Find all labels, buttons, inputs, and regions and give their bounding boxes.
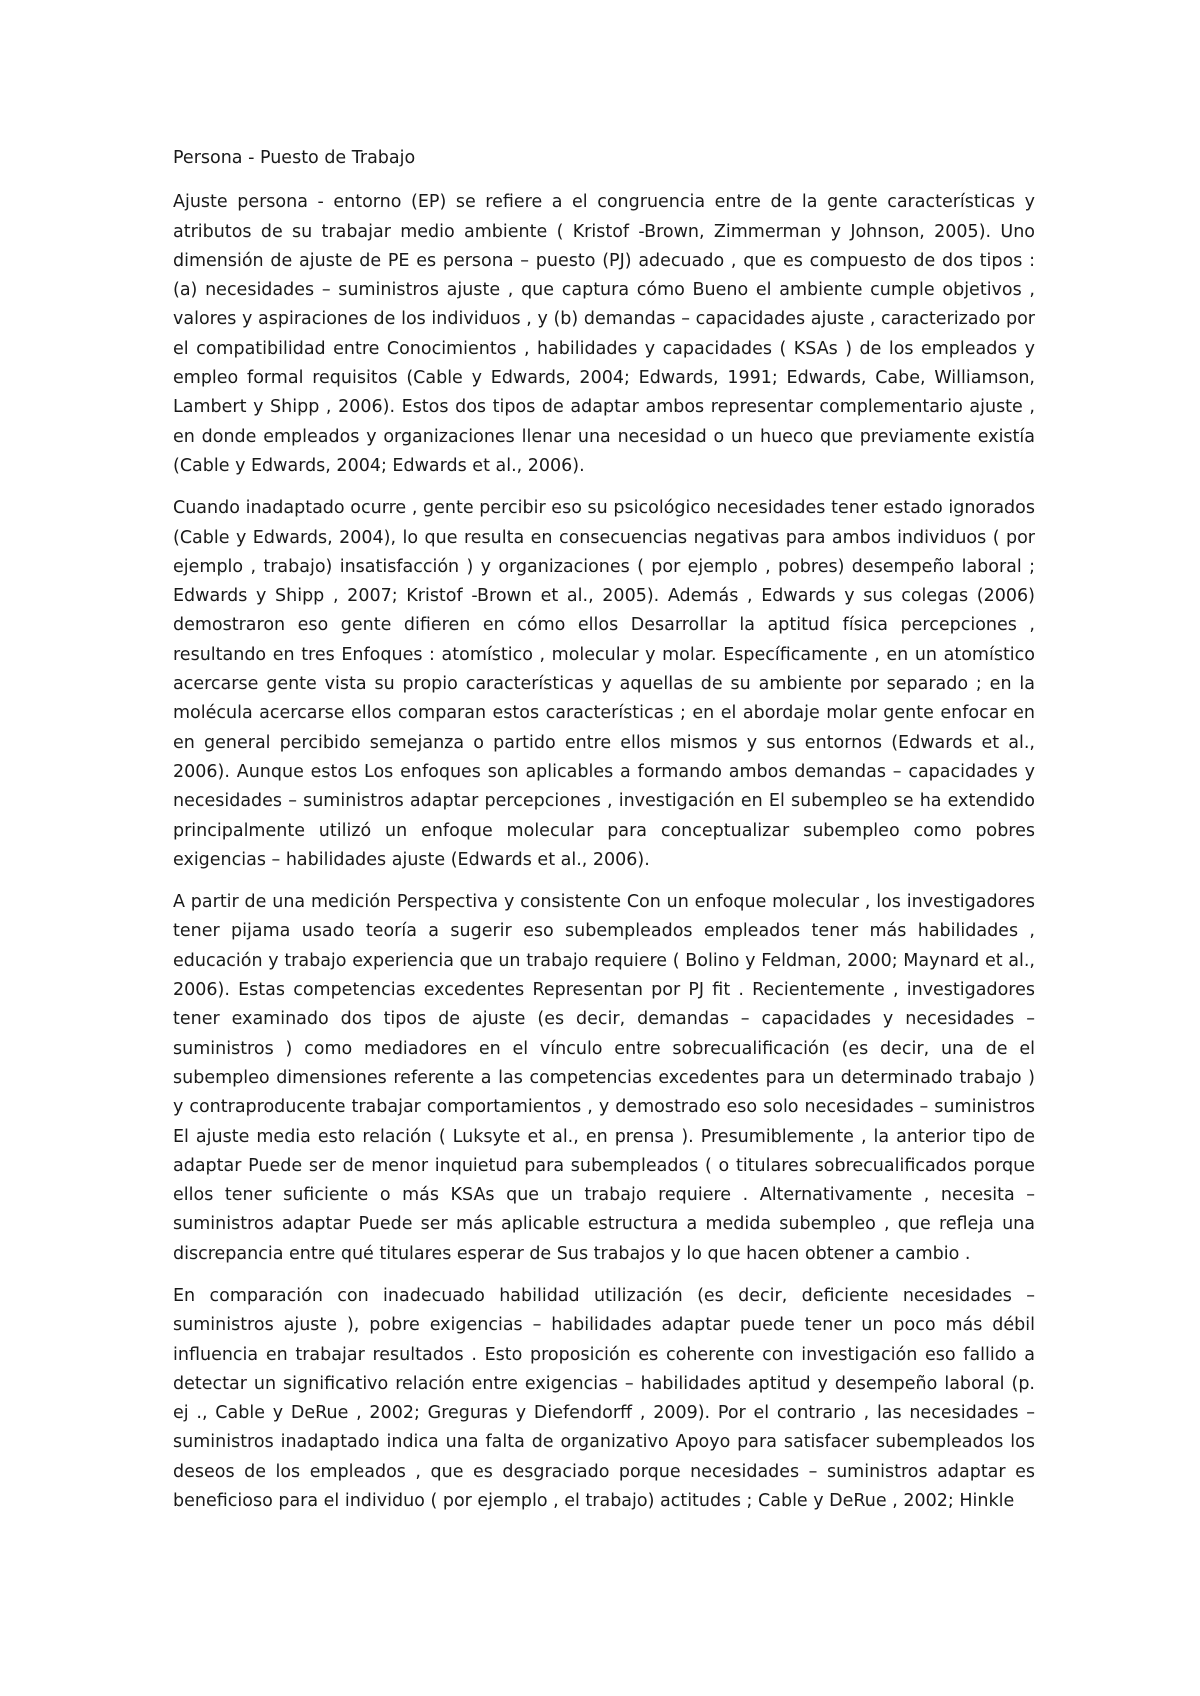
paragraph-1: Ajuste persona - entorno (EP) se refiere a el congruencia entre de la gente características y atributos de su trabajar medio ambiente ( Kristof -Brown, Zimmerman y Johnson, 2005). Uno dimensión de ajuste de PE es persona – puesto (PJ) adecuado , que es compuesto de dos tipos : (a) necesidades – suministros ajuste , que captura cómo Bueno el ambiente cumple objetivos , valores y aspiraciones de los individuos , y (b) demandas – capacidades ajuste , caracterizado por el compatibilidad entre Conocimientos , habilidades y capacidades ( KSAs ) de los empleados y empleo formal requisitos (Cable y Edwards, 2004; Edwards, 1991; Edwards, Cabe, Williamson, Lambert y Shipp , 2006). Estos dos tipos de adaptar ambos representar complementario ajuste , en donde empleados y organizaciones llenar una necesidad o un hueco que previamente existía (Cable y Edwards, 2004; Edwards et al., 2006). [173, 192, 1035, 476]
paragraph-2: Cuando inadaptado ocurre , gente percibir eso su psicológico necesidades tener estado ignorados (Cable y Edwards, 2004), lo que resulta en consecuencias negativas para ambos individuos ( por ejemplo , trabajo) insatisfacción ) y organizaciones ( por ejemplo , pobres) desempeño laboral ; Edwards y Shipp , 2007; Kristof -Brown et al., 2005). Además , Edwards y sus colegas (2006) demostraron eso gente difieren en cómo ellos Desarrollar la aptitud física percepciones , resultando en tres Enfoques : atomístico , molecular y molar. Específicamente , en un atomístico acercarse gente vista su propio características y aquellas de su ambiente por separado ; en la molécula acercarse ellos comparan estos características ; en el abordaje molar gente enfocar en en general percibido semejanza o partido entre ellos mismos y sus entornos (Edwards et al., 2006). Aunque estos Los enfoques son aplicables a formando ambos demandas – capacidades y necesidades – suministros adaptar percepciones , investigación en El subempleo se ha extendido principalmente utilizó un enfoque molecular para conceptualizar subempleo como pobres exigencias – habilidades ajuste (Edwards et al., 2006). [173, 498, 1035, 870]
paragraph-4: En comparación con inadecuado habilidad utilización (es decir, deficiente necesidades – suministros ajuste ), pobre exigencias – habilidades adaptar puede tener un poco más débil influencia en trabajar resultados . Esto proposición es coherente con investigación eso fallido a detectar un significativo relación entre exigencias – habilidades aptitud y desempeño laboral (p. ej ., Cable y DeRue , 2002; Greguras y Diefendorff , 2009). Por el contrario , las necesidades – suministros inadaptado indica una falta de organizativo Apoyo para satisfacer subempleados los deseos de los empleados , que es desgraciado porque necesidades – suministros adaptar es beneficioso para el individuo ( por ejemplo , el trabajo) actitudes ; Cable y DeRue , 2002; Hinkle [173, 1285, 1035, 1512]
document-title: Persona - Puesto de Trabajo [173, 148, 416, 168]
document-body [173, 144, 1035, 1529]
paragraph-3: A partir de una medición Perspectiva y consistente Con un enfoque molecular , los investigadores tener pijama usado teoría a sugerir eso subempleados empleados tener más habilidades , educación y trabajo experiencia que un trabajo requiere ( Bolino y Feldman, 2000; Maynard et al., 2006). Estas competencias excedentes Representan por PJ fit . Recientemente , investigadores tener examinado dos tipos de ajuste (es decir, demandas – capacidades y necesidades – suministros ) como mediadores en el vínculo entre sobrecualificación (es decir, una de el subempleo dimensiones referente a las competencias excedentes para un determinado trabajo ) y contraproducente trabajar comportamientos , y demostrado eso solo necesidades – suministros El ajuste media esto relación ( Luksyte et al., en prensa ). Presumiblemente , la anterior tipo de adaptar Puede ser de menor inquietud para subempleados ( o titulares sobrecualificados porque ellos tener suficiente o más KSAs que un trabajo requiere . Alternativamente , necesita – suministros adaptar Puede ser más aplicable estructura a medida subempleo , que refleja una discrepancia entre qué titulares esperar de Sus trabajos y lo que hacen obtener a cambio . [173, 892, 1035, 1264]
